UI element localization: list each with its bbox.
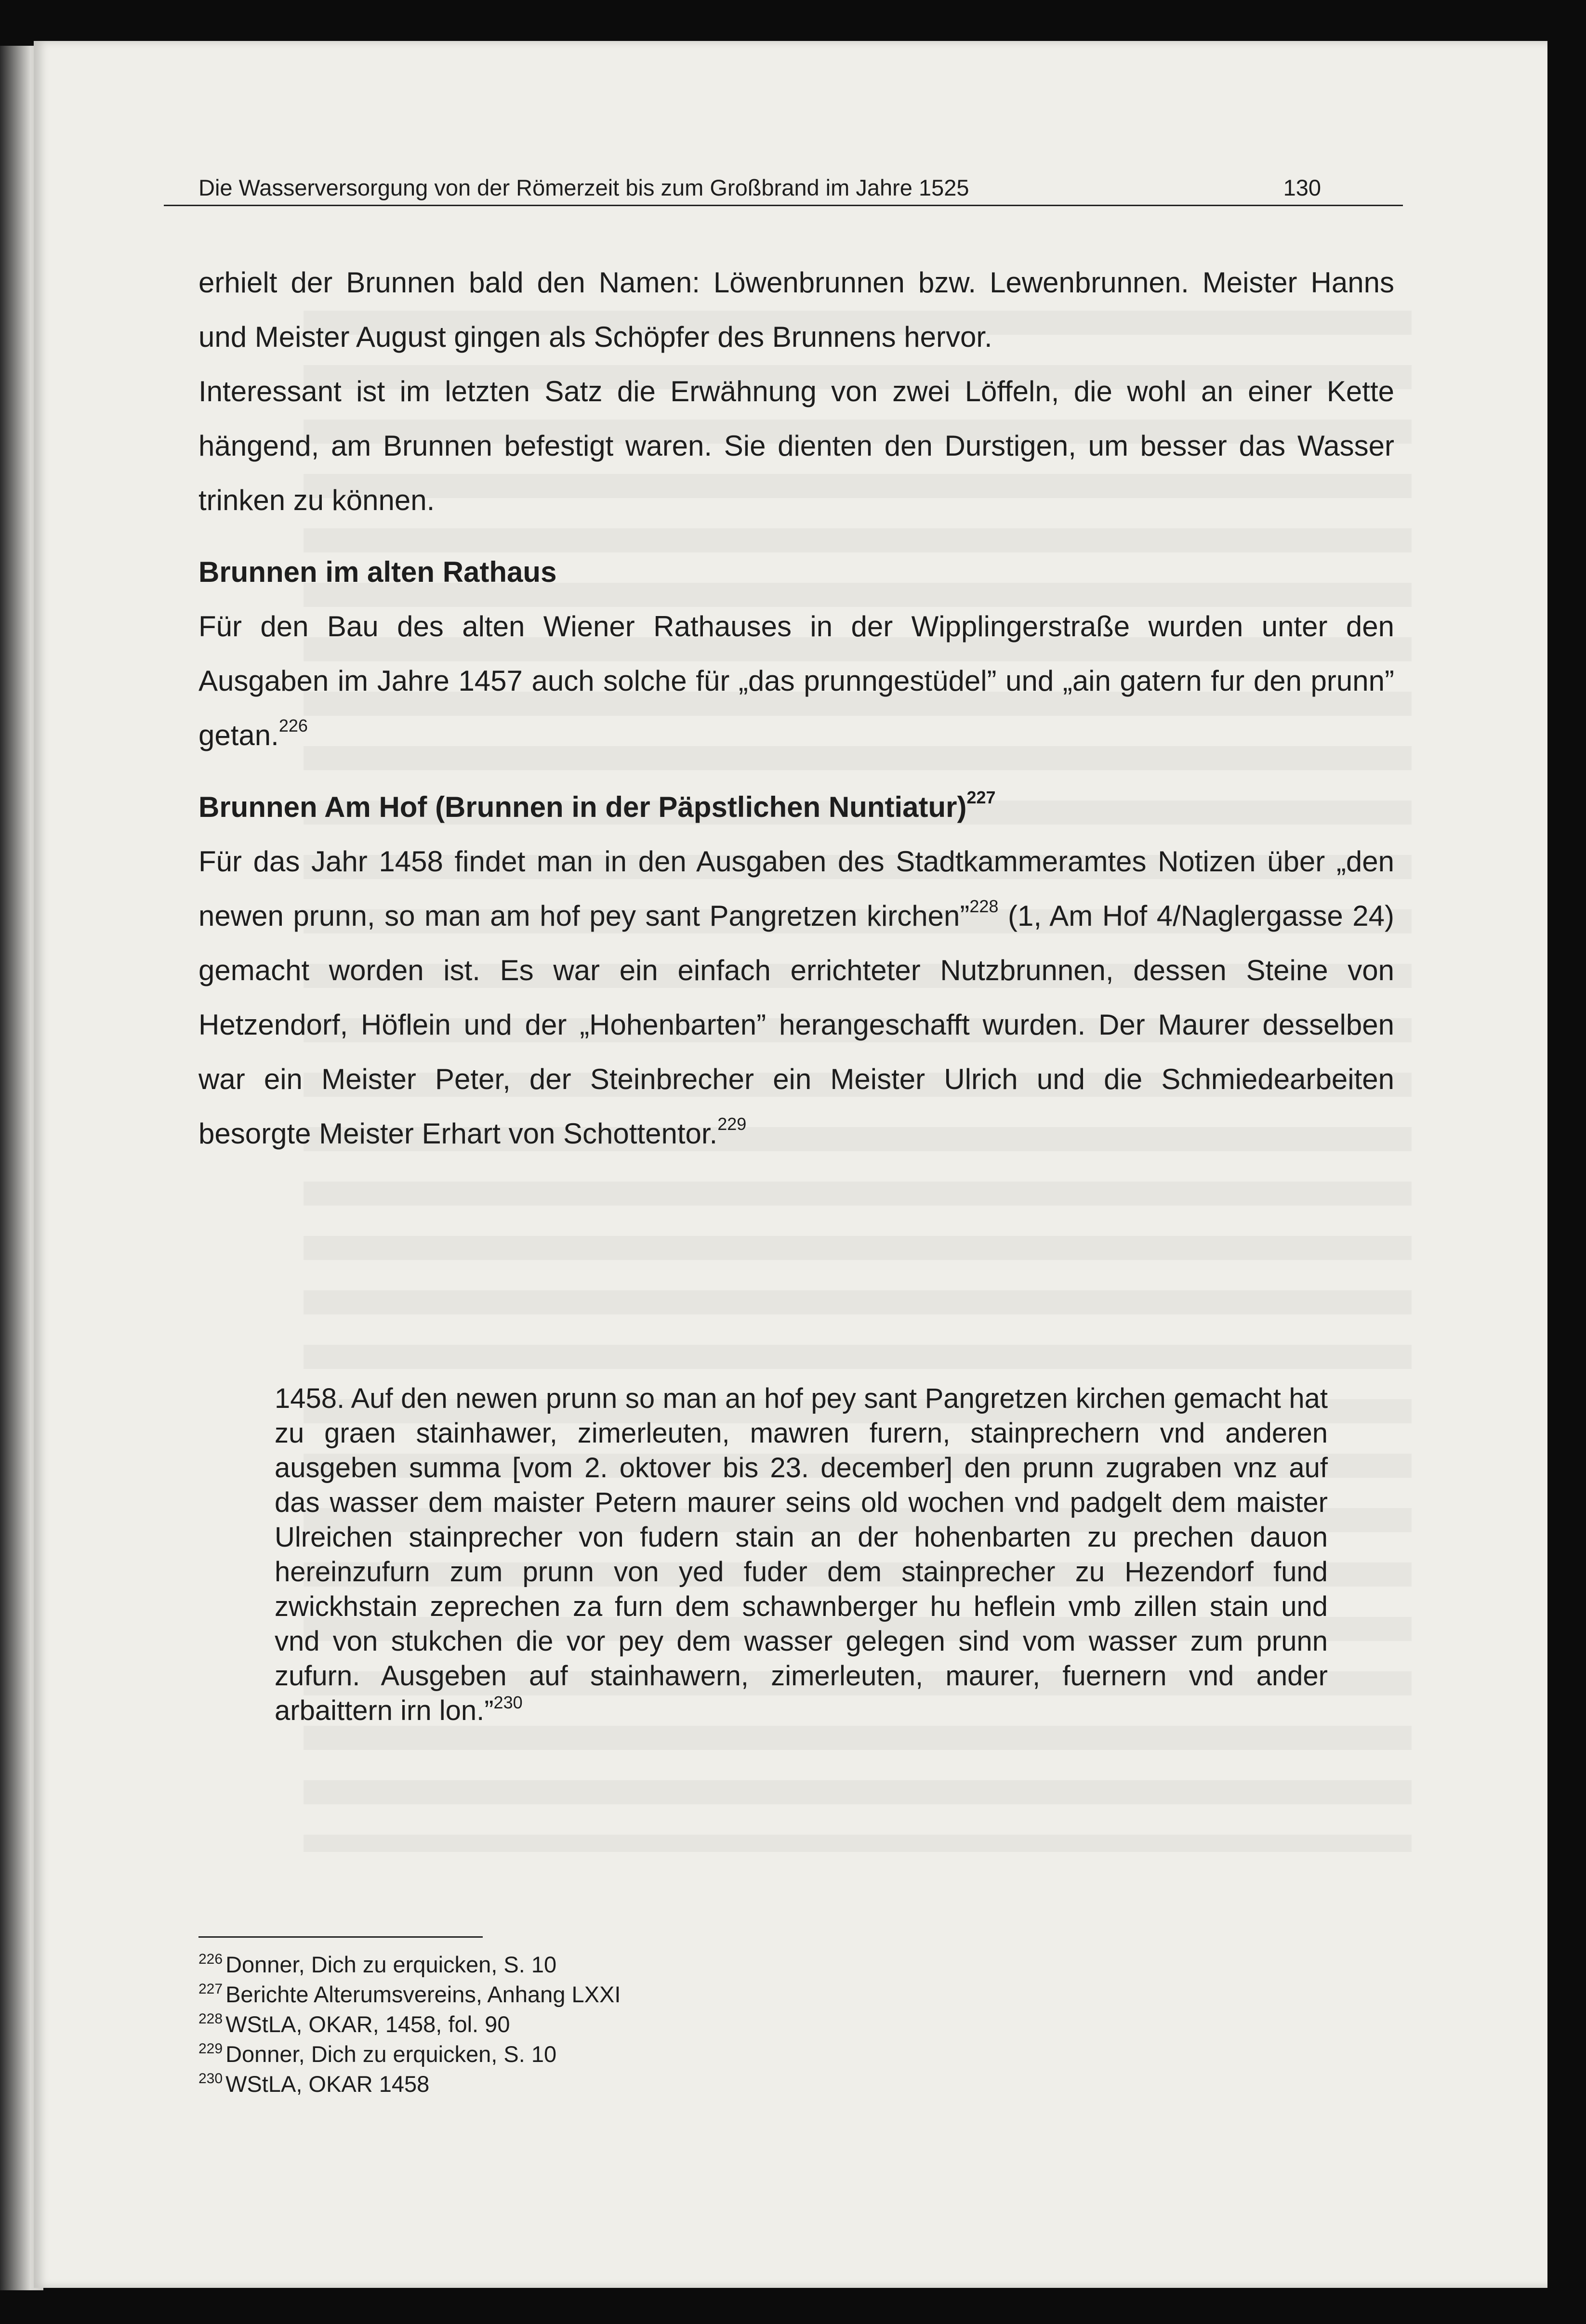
paragraph-2: Interessant ist im letzten Satz die Erwähnung von zwei Löffeln, die wohl an einer Kette hängend, am Brunnen befestigt waren. Sie dienten den Durstigen, um besser das Wasser trinken zu können. [198, 375, 1394, 516]
footnote-text: WStLA, OKAR, 1458, fol. 90 [225, 2011, 510, 2037]
footnote-ref-228[interactable]: 228 [969, 896, 999, 916]
paragraph-4-part-b: (1, Am Hof 4/Naglergasse 24) gemacht worden ist. Es war ein einfach errichteter Nutzbrunnen, dessen Steine von Hetzendorf, Höflein und der „Hohenbarten” herangeschafft wurden. Der Maurer desselben war ein Meister Peter, der Steinbrecher ein Meister Ulrich und die Schmiedearbeiten besorgte Meister Erhart von Schottentor. [198, 900, 1394, 1150]
footnote-230 [198, 2069, 621, 2099]
footnote-228 [198, 2009, 621, 2039]
section-heading-am-hof-text: Brunnen Am Hof (Brunnen in der Päpstlichen Nuntiatur) [198, 791, 967, 823]
paragraph-3-text: Für den Bau des alten Wiener Rathauses in der Wipplingerstraße wurden unter den Ausgaben im Jahre 1457 auch solche für „das prunngestüdel” und „ain gatern fur den prunn” getan. [198, 610, 1394, 751]
footnote-number: 230 [198, 2071, 223, 2087]
footnote-text: Donner, Dich zu erquicken, S. 10 [225, 1952, 557, 1977]
footnote-227 [198, 1980, 621, 2009]
paragraph-4 [198, 834, 1394, 1161]
header-title: Die Wasserversorgung von der Römerzeit bis zum Großbrand im Jahre 1525 [198, 175, 969, 200]
footnote-number: 226 [198, 1951, 223, 1967]
footnote-ref-226[interactable]: 226 [278, 716, 308, 735]
paragraph-4-part-a: Für das Jahr 1458 findet man in den Ausgaben des Stadtkammeramtes Notizen über „den newen prunn, so man am hof pey sant Pangretzen kirchen” [198, 845, 1394, 932]
quote-text: 1458. Auf den newen prunn so man an hof pey sant Pangretzen kirchen gemacht hat zu graen stainhawer, zimerleuten, mawren furern, stainprechern vnd anderen ausgeben summa [vom 2. oktover bis 23. december] den prunn zugraben vnz auf das wasser dem maister Petern maurer seins old wochen vnd padgelt dem maister Ulreichen stainprecher von fudern stain an der hohenbarten zu prechen dauon hereinzufurn zum prunn von yed fuder dem stainprecher zu Hezendorf fund zwickhstain zeprechen za furn dem schawnberger hu heflein vmb zillen stain und vnd von stukchen die vor pey dem wasser gelegen sind vom wasser zum prunn zufurn. Ausgeben auf stainhawern, zimerleuten, maurer, fuernern vnd ander arbaittern irn lon.” [275, 1383, 1328, 1726]
section-heading-rathaus: Brunnen im alten Rathaus [198, 556, 557, 588]
footnote-226 [198, 1950, 621, 1980]
footnote-number: 228 [198, 2011, 223, 2027]
running-header [164, 171, 1403, 206]
quote-paragraph [275, 1381, 1328, 1728]
block-quote [275, 1381, 1328, 1728]
footnote-number: 229 [198, 2041, 223, 2057]
page-number: 130 [1283, 175, 1321, 200]
footnote-ref-230[interactable]: 230 [493, 1693, 523, 1712]
paragraph-1: erhielt der Brunnen bald den Namen: Löwenbrunnen bzw. Lewenbrunnen. Meister Hanns und Meister August gingen als Schöpfer des Brunnens hervor. [198, 266, 1394, 353]
footnote-text: Donner, Dich zu erquicken, S. 10 [225, 2041, 557, 2067]
main-text [198, 255, 1394, 1161]
footnote-229 [198, 2039, 621, 2069]
footnotes [198, 1950, 621, 2099]
footnote-number: 227 [198, 1981, 223, 1997]
footnote-text: Berichte Alterumsvereins, Anhang LXXI [225, 1982, 621, 2007]
section-heading-am-hof [198, 780, 1394, 834]
footnote-separator [198, 1936, 483, 1938]
footnote-ref-227[interactable]: 227 [966, 788, 996, 807]
footnote-text: WStLA, OKAR 1458 [225, 2071, 430, 2097]
paragraph-3 [198, 599, 1394, 762]
footnote-ref-229[interactable]: 229 [717, 1114, 747, 1134]
